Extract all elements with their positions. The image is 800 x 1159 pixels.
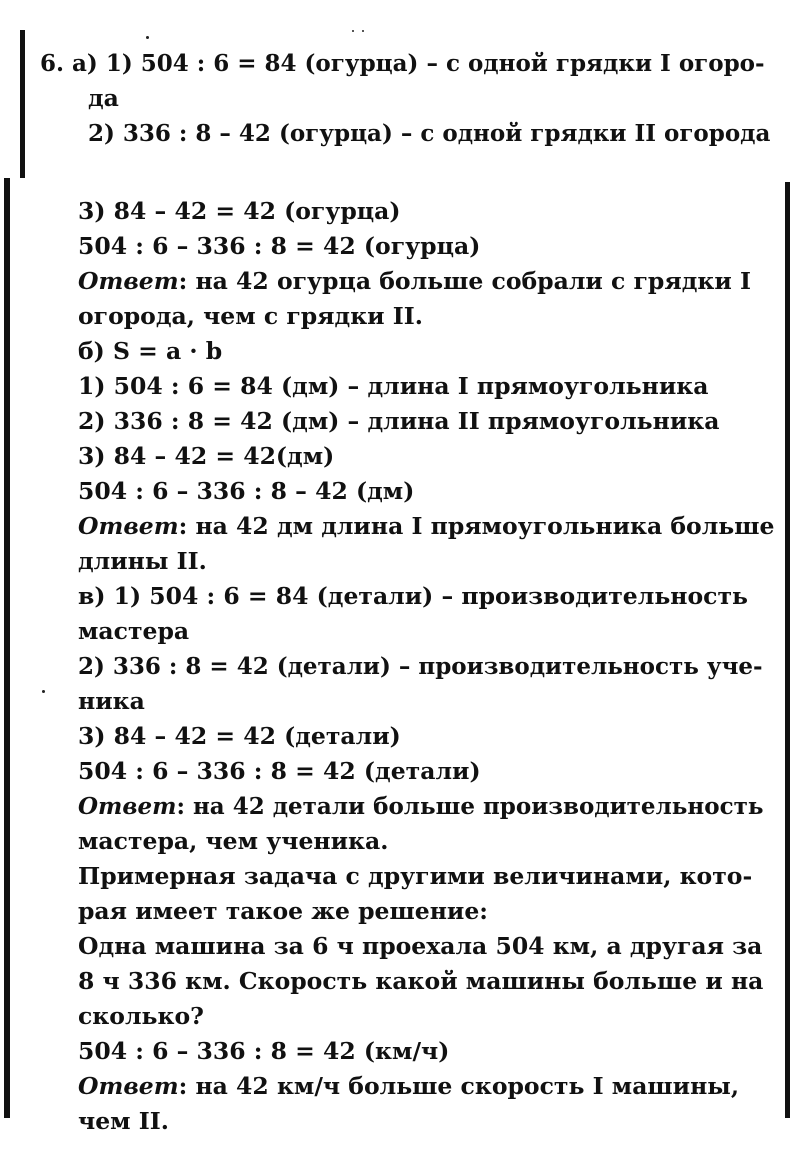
part-c-answer [78,795,763,818]
part-c-line-4: ника [78,687,145,715]
margin-bar-top [20,30,25,178]
answer-label: Ответ [78,793,177,820]
answer-text: : на 42 огурца больше собрали с грядки I [178,267,751,295]
part-c-line-2: мастера [78,617,190,645]
part-c-line-1: в) 1) 504 : 6 = 84 (детали) – производительность [78,582,748,610]
part-a-line-3: 2) 336 : 8 – 42 (огурца) – с одной грядки II огорода [88,120,771,147]
answer-label: Ответ [78,1072,179,1100]
speck [146,36,149,39]
sample-answer-cont: чем II. [78,1107,169,1135]
sample-line-5: сколько? [78,1002,204,1030]
speck [42,690,45,693]
part-b-line-2: 2) 336 : 8 = 42 (дм) – длина II прямоугольника [78,407,720,435]
part-a-line-4: 3) 84 – 42 = 42 (огурца) [78,197,401,225]
part-b-answer [78,512,775,540]
answer-text: : на 42 дм длина I прямоугольника больше [178,512,775,540]
problem-number: 6. [40,50,65,77]
part-a-line-1: а) 1) 504 : 6 = 84 (огурца) – с одной грядки I огоро- [72,50,765,77]
part-c-line-6: 504 : 6 – 336 : 8 = 42 (детали) [78,757,481,785]
sample-line-1: Примерная задача с другими величинами, кото- [78,862,753,890]
answer-label: Ответ [78,512,179,540]
speck [362,30,364,32]
part-a-answer [78,267,751,295]
sample-line-6: 504 : 6 – 336 : 8 = 42 (км/ч) [78,1037,450,1065]
speck [352,30,354,32]
part-a-answer-cont: огорода, чем с грядки II. [78,302,423,330]
margin-bar-left [4,178,10,1118]
sample-line-3: Одна машина за 6 ч проехала 504 км, а другая за [78,932,763,960]
part-c-line-3: 2) 336 : 8 = 42 (детали) – производительность уче- [78,653,763,680]
sample-answer [78,1072,740,1100]
sample-line-4: 8 ч 336 км. Скорость какой машины больше и на [78,967,764,995]
part-a-line-5: 504 : 6 – 336 : 8 = 42 (огурца) [78,232,481,260]
part-b-answer-cont: длины II. [78,547,207,575]
part-b-line-3: 3) 84 – 42 = 42(дм) [78,442,335,470]
margin-bar-right [785,182,790,1118]
problem-first-line [40,52,765,75]
answer-label: Ответ [78,267,179,295]
part-c-line-5: 3) 84 – 42 = 42 (детали) [78,722,401,750]
part-b-line-1: 1) 504 : 6 = 84 (дм) – длина I прямоугольника [78,372,709,400]
answer-text: : на 42 км/ч больше скорость I машины, [178,1072,740,1100]
part-b-formula: б) S = a · b [78,337,223,365]
answer-text: : на 42 детали больше производительность [176,793,764,820]
part-c-answer-cont: мастера, чем ученика. [78,827,389,855]
sample-line-2: рая имеет такое же решение: [78,897,488,925]
part-b-line-4: 504 : 6 – 336 : 8 – 42 (дм) [78,477,415,505]
part-a-line-2: да [88,84,119,112]
